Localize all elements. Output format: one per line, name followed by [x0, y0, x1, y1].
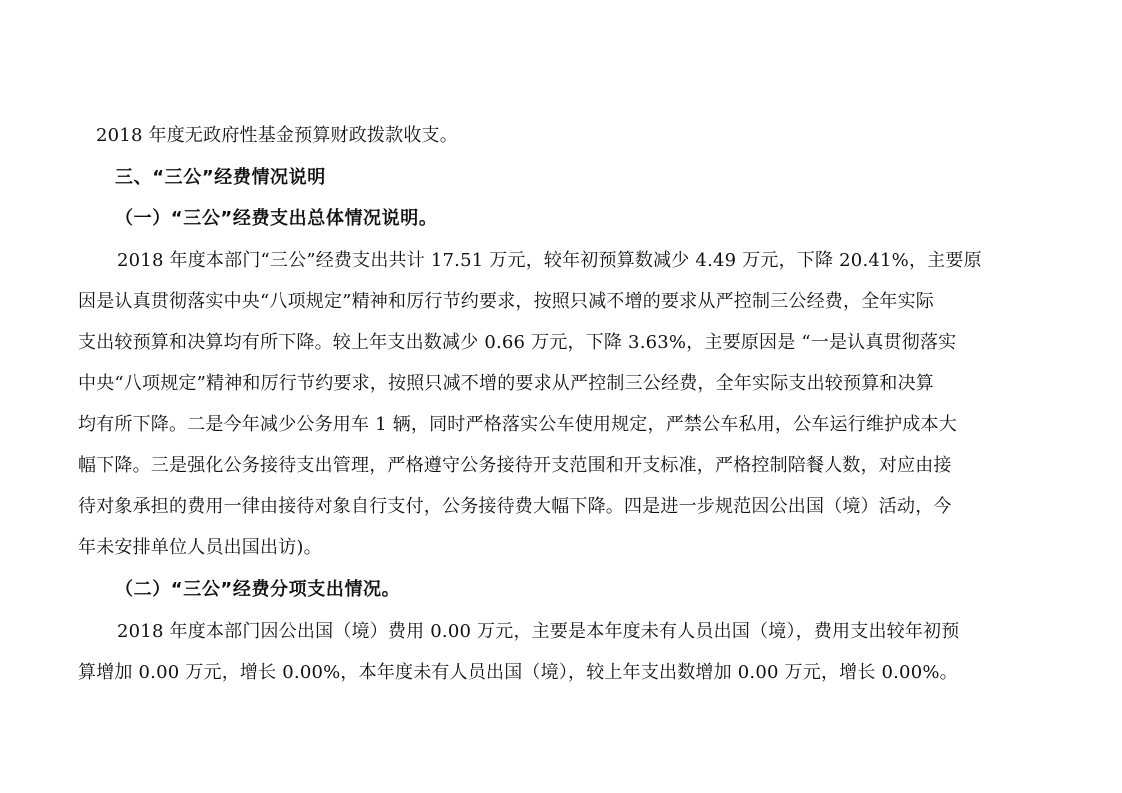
paragraph-1-line-2: 因是认真贯彻落实中央“八项规定”精神和厉行节约要求，按照只减不增的要求从严控制三公经费，全年实际: [78, 291, 934, 312]
paragraph-1-line-1: 2018 年度本部门“三公”经费支出共计 17.51 万元，较年初预算数减少 4.49 万元，下降 20.41%，主要原: [117, 250, 982, 271]
paragraph-1-line-5: 均有所下降。二是今年减少公务用车 1 辆，同时严格落实公车使用规定，严禁公车私用，公车运行维护成本大: [78, 414, 957, 435]
subsection-1-title: （一）“三公”经费支出总体情况说明。: [115, 208, 438, 229]
paragraph-1-line-4: 中央“八项规定”精神和厉行节约要求，按照只减不增的要求从严控制三公经费，全年实际支出较预算和决算: [78, 373, 934, 394]
intro-line: 2018 年度无政府性基金预算财政拨款收支。: [96, 125, 458, 146]
paragraph-1-line-8: 年未安排单位人员出国出访)。: [78, 537, 322, 558]
paragraph-2-line-1: 2018 年度本部门因公出国（境）费用 0.00 万元，主要是本年度未有人员出国（境），费用支出较年初预: [117, 621, 960, 642]
paragraph-1-line-7: 待对象承担的费用一律由接待对象自行支付，公务接待费大幅下降。四是进一步规范因公出国（境）活动，今: [78, 496, 952, 517]
subsection-2-title: （二）“三公”经费分项支出情况。: [115, 579, 401, 600]
paragraph-1-line-6: 幅下降。三是强化公务接待支出管理，严格遵守公务接待开支范围和开支标准，严格控制陪餐人数，对应由接: [78, 455, 952, 476]
paragraph-1-line-3: 支出较预算和决算均有所下降。较上年支出数减少 0.66 万元，下降 3.63%，主要原因是 “一是认真贯彻落实: [78, 332, 957, 353]
paragraph-2-line-2: 算增加 0.00 万元，增长 0.00%，本年度未有人员出国（境），较上年支出数增加 0.00 万元，增长 0.00%。: [78, 662, 958, 683]
section-3-title: 三、“三公”经费情况说明: [115, 167, 326, 188]
